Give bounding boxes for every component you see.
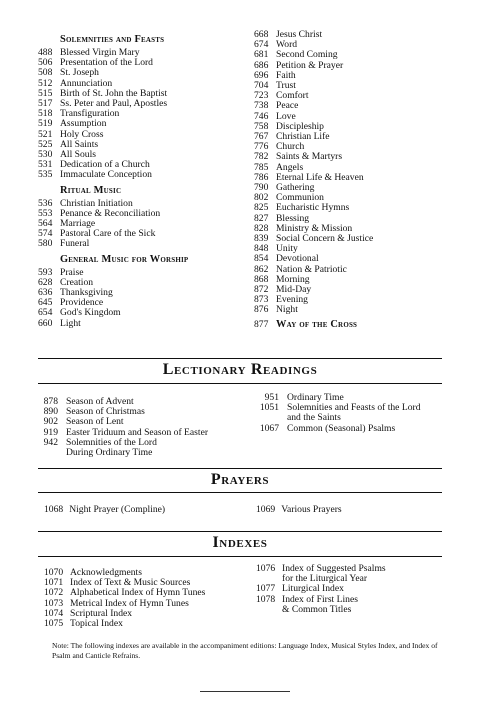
entry-label: Pastoral Care of the Sick — [60, 228, 156, 240]
entry-number: 535 — [38, 169, 53, 181]
entry-number: 704 — [254, 80, 269, 92]
entry-label: Eternal Life & Heaven — [276, 171, 364, 183]
lectionary-right — [252, 393, 462, 434]
indexes-header — [0, 534, 480, 552]
entry-label: & Common Titles — [282, 603, 352, 615]
entry-label: Morning — [276, 273, 310, 285]
entry-label: Praise — [60, 266, 84, 278]
entry-number: 686 — [254, 59, 269, 71]
topics-list — [254, 30, 454, 316]
entry-number: 1074 — [44, 607, 64, 619]
list-item — [38, 239, 238, 249]
entry-number: 951 — [264, 392, 279, 403]
entry-label: Communion — [276, 192, 324, 204]
entry-number: 512 — [38, 77, 53, 89]
entry-label: Birth of St. John the Baptist — [60, 87, 168, 99]
list-item — [44, 619, 254, 629]
entry-number: 890 — [43, 406, 58, 418]
entry-number: 854 — [254, 253, 269, 265]
entry-number: 515 — [38, 87, 53, 99]
indexes-left — [44, 568, 254, 629]
entry-label: Penance & Reconciliation — [60, 207, 161, 219]
entry-number: 1068 — [44, 504, 64, 515]
entry-label: Easter Triduum and Season of Easter — [66, 426, 209, 438]
entry-label: Marriage — [60, 218, 96, 230]
solemnities-list — [38, 48, 238, 181]
lectionary-header — [0, 361, 480, 379]
entry-number: 553 — [38, 207, 53, 219]
entry-number: 776 — [254, 141, 269, 153]
entry-label: Season of Advent — [66, 396, 134, 407]
solemnities-heading: Solemnities and Feasts — [60, 34, 165, 45]
entry-label: Scriptural Index — [70, 607, 133, 619]
entry-number: 942 — [43, 436, 58, 448]
entry-number: 1051 — [259, 402, 279, 414]
entry-number: 564 — [38, 218, 53, 230]
divider — [38, 531, 442, 532]
entry-number: 519 — [38, 118, 53, 130]
entry-number: 802 — [254, 192, 269, 204]
way-of-cross-entry — [254, 320, 454, 330]
entry-number: 839 — [254, 233, 269, 245]
entry-label: Blessed Virgin Mary — [60, 47, 140, 58]
entry-number: 786 — [254, 171, 269, 183]
entry-number: 696 — [254, 69, 269, 81]
entry-number: 681 — [254, 49, 269, 61]
list-item — [44, 505, 165, 515]
ritual-heading: Ritual Music — [60, 184, 122, 196]
entry-number: 868 — [254, 273, 269, 285]
entry-label: Evening — [276, 294, 308, 306]
way-of-cross-label: Way of the Cross — [276, 318, 358, 330]
entry-number: 1078 — [256, 593, 276, 605]
entry-label: Index of Suggested Psalms — [282, 563, 386, 574]
entry-number: 660 — [38, 317, 53, 329]
entry-label: Season of Christmas — [66, 406, 145, 418]
entry-label: Index of First Lines — [282, 593, 358, 605]
entry-label: Topical Index — [70, 618, 123, 630]
entry-number: 848 — [254, 243, 269, 255]
divider — [38, 358, 442, 359]
right-column — [254, 30, 454, 330]
entry-label: Ordinary Time — [287, 392, 344, 403]
entry-number: 1070 — [44, 567, 64, 578]
entry-number: 1069 — [256, 504, 276, 515]
entry-label: Night Prayer (Compline) — [69, 504, 166, 515]
indexes-right — [256, 564, 456, 615]
entry-label: Creation — [60, 276, 94, 288]
entry-label: Night — [276, 304, 298, 316]
entry-label: Light — [60, 317, 81, 329]
entry-number: 654 — [38, 307, 53, 319]
divider — [38, 492, 442, 493]
divider — [38, 468, 442, 469]
list-item — [38, 170, 238, 180]
divider — [38, 383, 442, 384]
entry-number: 919 — [43, 426, 58, 438]
entry-label: Index of Text & Music Sources — [70, 577, 191, 589]
entry-number: 877 — [254, 318, 269, 330]
entry-number: 674 — [254, 39, 269, 51]
entry-label: Saints & Martyrs — [276, 151, 343, 163]
entry-label: Season of Lent — [66, 416, 124, 428]
entry-number: 1075 — [44, 618, 64, 630]
entry-number: 1071 — [44, 577, 64, 589]
entry-label: Comfort — [276, 90, 309, 102]
entry-number: 746 — [254, 110, 269, 122]
entry-label: Common (Seasonal) Psalms — [287, 422, 396, 434]
entry-number: 902 — [43, 416, 58, 428]
entry-label: Christian Life — [276, 131, 330, 143]
entry-label: Social Concern & Justice — [276, 233, 374, 245]
entry-number: 525 — [38, 138, 53, 150]
entry-label: Solemnities and Feasts of the Lord — [287, 402, 421, 414]
entry-label: All Saints — [60, 138, 99, 150]
entry-label: Discipleship — [276, 120, 324, 132]
entry-number: 758 — [254, 120, 269, 132]
entry-number: 574 — [38, 228, 53, 240]
entry-label: Devotional — [276, 253, 319, 265]
entry-number: 668 — [254, 29, 269, 40]
entry-label: Gathering — [276, 182, 315, 194]
list-item-continuation — [32, 448, 262, 458]
lectionary-left — [32, 397, 262, 458]
entry-label: Acknowledgments — [70, 567, 142, 578]
entry-label: Presentation of the Lord — [60, 57, 153, 69]
general-list — [38, 268, 238, 329]
entry-label: Eucharistic Hymns — [276, 202, 350, 214]
entry-number: 521 — [38, 128, 53, 140]
entry-number: 827 — [254, 212, 269, 224]
list-item — [252, 424, 462, 434]
entry-number: 506 — [38, 57, 53, 69]
entry-label: Thanksgiving — [60, 287, 113, 299]
entry-number: 1072 — [44, 587, 64, 599]
list-item — [254, 305, 454, 315]
entry-label: and the Saints — [287, 412, 341, 424]
entry-number: 645 — [38, 297, 53, 309]
entry-label: Providence — [60, 297, 104, 309]
divider — [38, 556, 442, 557]
entry-label: God's Kingdom — [60, 307, 121, 319]
entry-label: Liturgical Index — [282, 583, 344, 595]
entry-label: Funeral — [60, 238, 90, 250]
entry-label: Jesus Christ — [276, 29, 323, 40]
entry-number: 790 — [254, 182, 269, 194]
entry-label: Second Coming — [276, 49, 338, 61]
entry-number: 628 — [38, 276, 53, 288]
entry-label: Love — [276, 110, 296, 122]
entry-number: 782 — [254, 151, 269, 163]
entry-label: Blessing — [276, 212, 310, 224]
entry-number: 536 — [38, 197, 53, 209]
entry-label: Metrical Index of Hymn Tunes — [70, 597, 189, 609]
entry-label: Faith — [276, 69, 296, 81]
ritual-list — [38, 199, 238, 250]
entry-label: During Ordinary Time — [66, 447, 153, 459]
entry-label: Petition & Prayer — [276, 59, 344, 71]
entry-label: Peace — [276, 100, 299, 112]
entry-label: St. Joseph — [60, 67, 99, 79]
general-heading: General Music for Worship — [60, 253, 189, 265]
entry-number: 878 — [43, 396, 58, 407]
entry-label: Mid-Day — [276, 284, 312, 296]
entry-number: 785 — [254, 161, 269, 173]
entry-number: 580 — [38, 238, 53, 250]
list-item — [38, 319, 238, 329]
entry-number: 530 — [38, 149, 53, 161]
entry-label: Christian Initiation — [60, 197, 133, 209]
indexes-title: Indexes — [212, 534, 268, 551]
entry-number: 1067 — [259, 422, 279, 434]
entry-number: 488 — [38, 47, 53, 58]
entry-label: Word — [276, 39, 298, 51]
entry-label: Ss. Peter and Paul, Apostles — [60, 98, 168, 110]
entry-number: 872 — [254, 284, 269, 296]
entry-number: 517 — [38, 98, 53, 110]
entry-number: 531 — [38, 159, 53, 171]
divider — [200, 691, 290, 692]
entry-label: Solemnities of the Lord — [66, 436, 157, 448]
entry-number: 825 — [254, 202, 269, 214]
entry-number: 723 — [254, 90, 269, 102]
entry-number: 593 — [38, 266, 53, 278]
entry-number: 862 — [254, 263, 269, 275]
entry-label: Assumption — [60, 118, 107, 130]
entry-label: Unity — [276, 243, 298, 255]
entry-label: Dedication of a Church — [60, 159, 150, 171]
entry-number: 508 — [38, 67, 53, 79]
entry-number: 1073 — [44, 597, 64, 609]
entry-label: for the Liturgical Year — [282, 573, 368, 585]
footnote: Note: The following indexes are available in the accompaniment editions: Language Index, Musical Styles Index, and Index of Psalm and Canticle Refrains. — [52, 641, 438, 660]
entry-number: 1077 — [256, 583, 276, 595]
entry-number: 873 — [254, 294, 269, 306]
left-column — [38, 34, 238, 329]
entry-number: 518 — [38, 108, 53, 120]
entry-label: Various Prayers — [281, 504, 342, 515]
entry-label: Annunciation — [60, 77, 113, 89]
entry-label: Ministry & Mission — [276, 222, 353, 234]
prayers-header — [0, 471, 480, 489]
entry-label: Nation & Patriotic — [276, 263, 347, 275]
entry-label: Transfiguration — [60, 108, 120, 120]
entry-label: Angels — [276, 161, 304, 173]
entry-label: Trust — [276, 80, 296, 92]
list-item — [252, 403, 462, 413]
list-item-continuation — [256, 605, 456, 615]
entry-number: 876 — [254, 304, 269, 316]
lectionary-title: Lectionary Readings — [162, 361, 318, 378]
entry-label: Church — [276, 141, 305, 153]
prayers-title: Prayers — [210, 471, 270, 488]
entry-label: Holy Cross — [60, 128, 104, 140]
entry-number: 767 — [254, 131, 269, 143]
entry-number: 636 — [38, 287, 53, 299]
entry-number: 828 — [254, 222, 269, 234]
entry-number: 1076 — [256, 563, 276, 574]
entry-label: All Souls — [60, 149, 96, 161]
entry-label: Immaculate Conception — [60, 169, 152, 181]
entry-number: 738 — [254, 100, 269, 112]
entry-label: Alphabetical Index of Hymn Tunes — [70, 587, 206, 599]
list-item — [256, 505, 342, 515]
